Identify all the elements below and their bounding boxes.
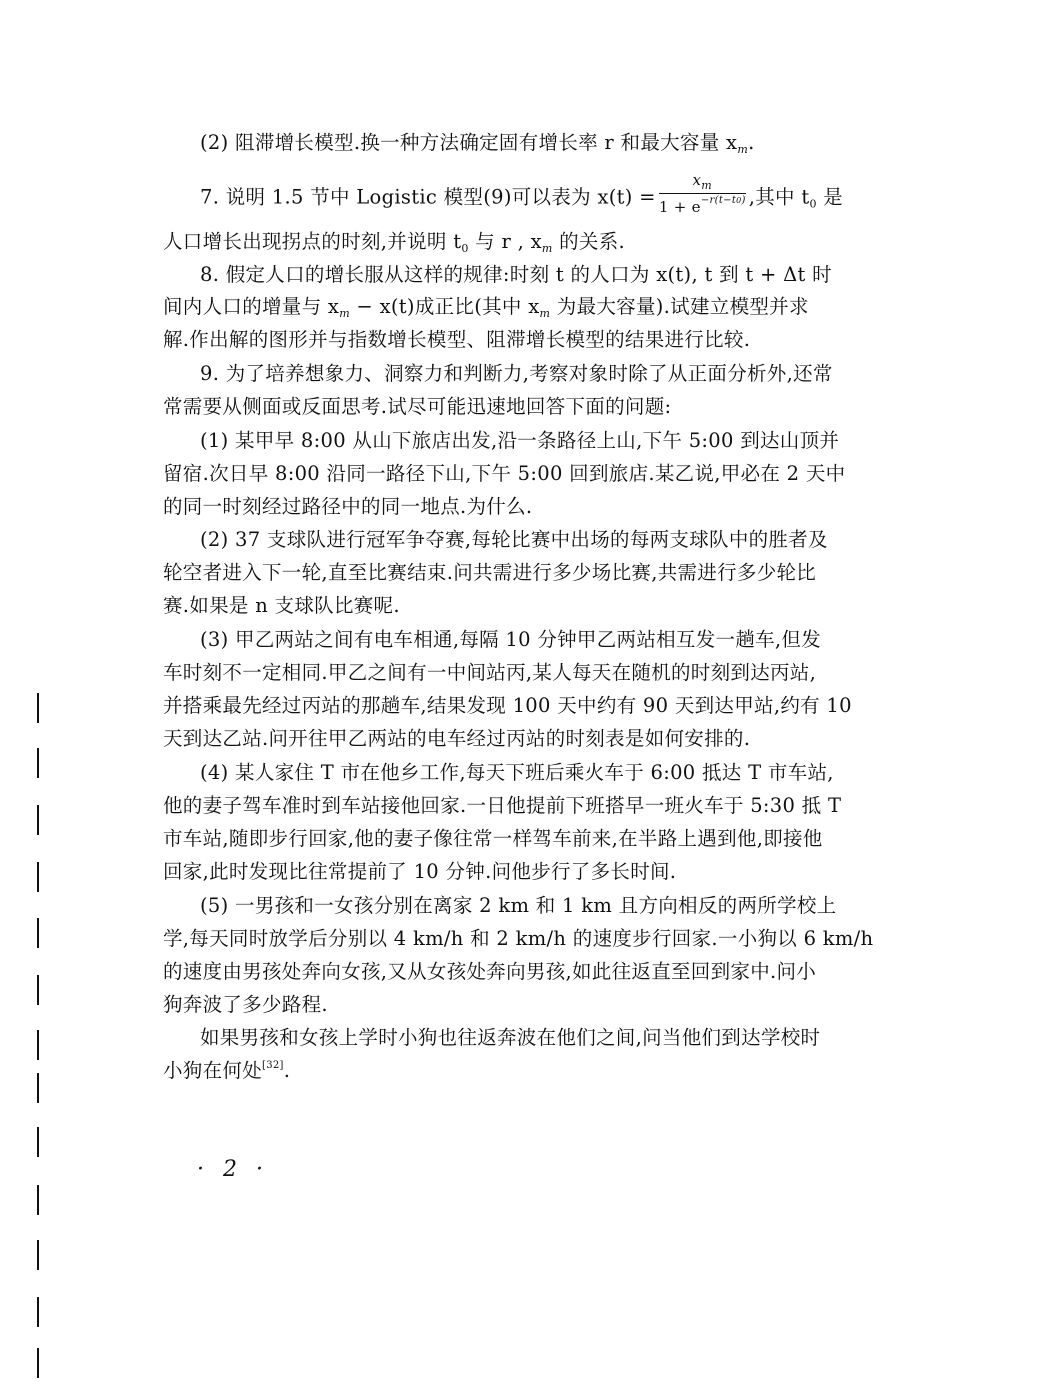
problem-9-part-3-line-4: 天到达乙站.问开往甲乙两站的电车经过丙站的时刻表是如何安排的. [163, 727, 751, 750]
subscript: 0 [736, 196, 742, 206]
text-span: −r(t−t [700, 195, 737, 207]
text-span: 1 + e [658, 198, 701, 217]
problem-7-line-1 [200, 171, 930, 217]
text-span: . [283, 1059, 291, 1082]
subscript: m [541, 242, 553, 255]
binding-mark [37, 748, 39, 778]
text-span: 与 r , x [468, 230, 542, 253]
binding-mark [37, 1073, 39, 1103]
problem-8-line-1 [200, 265, 930, 285]
subscript: m [701, 179, 713, 192]
problem-9-part-5-line-3: 的速度由男孩处奔向女孩,又从女孩处奔向男孩,如此往返直至回到家中.问小 [163, 960, 817, 983]
subscript: m [737, 143, 749, 156]
problem-9-part-1-line-2: 留宿.次日早 8:00 沿同一路径下山,下午 5:00 回到旅店.某乙说,甲必在 2 天中 [163, 462, 846, 485]
subscript: 0 [461, 242, 469, 255]
binding-mark [37, 1030, 39, 1060]
problem-9-part-5-line-2: 学,每天同时放学后分别以 4 km/h 和 2 km/h 的速度步行回家.一小狗以 6 km/h [163, 927, 874, 950]
text-span: 的关系. [552, 230, 626, 253]
problem-7-line-2 [163, 232, 893, 254]
text-span: − x(t)成正比(其中 x [349, 295, 540, 318]
text-span: 为最大容量).试建立模型并求 [550, 295, 809, 318]
problem-9-part-4-line-2: 他的妻子驾车准时到车站接他回家.一日他提前下班搭早一班火车于 5:30 抵 T [163, 794, 842, 817]
binding-mark [37, 918, 39, 948]
problem-9-part-4-line-4: 回家,此时发现比往常提前了 10 分钟.问他步行了多长时间. [163, 860, 677, 883]
fraction-numerator [659, 172, 746, 194]
text-span: x [692, 171, 702, 189]
problem-9-part-5-followup-line-2 [163, 1061, 893, 1081]
subscript: m [339, 307, 350, 320]
text-span: 小狗在何处 [163, 1059, 263, 1082]
binding-mark [37, 693, 39, 723]
binding-mark [37, 805, 39, 835]
problem-9-part-3-line-1: (3) 甲乙两站之间有电车相通,每隔 10 分钟甲乙两站相互发一趟车,但发 [200, 628, 822, 651]
problem-9-line-1: 9. 为了培养想象力、洞察力和判断力,考察对象时除了从正面分析外,还常 [200, 362, 833, 385]
binding-mark [37, 1127, 39, 1157]
problem-9-part-2-line-3: 赛.如果是 n 支球队比赛呢. [163, 594, 400, 617]
problem-9-part-5-line-4: 狗奔波了多少路程. [163, 993, 328, 1016]
binding-mark [37, 862, 39, 892]
subscript: m [539, 307, 551, 320]
page-number: · 2 · [197, 1157, 269, 1182]
text-span: 人口增长出现拐点的时刻,并说明 t [163, 230, 462, 253]
problem-9-line-2: 常需要从侧面或反面思考.试尽可能迅速地回答下面的问题: [163, 395, 672, 418]
binding-mark [37, 1297, 39, 1327]
problem-9-part-4-line-1: (4) 某人家住 T 市在他乡工作,每天下班后乘火车于 6:00 抵达 T 市车站, [200, 761, 834, 784]
citation-ref: [32] [262, 1060, 284, 1071]
problem-9-part-1-line-3: 的同一时刻经过路径中的同一地点.为什么. [163, 495, 533, 518]
subscript: 0 [809, 197, 817, 211]
problem-9-part-4-line-3: 市车站,随即步行回家,他的妻子像往常一样驾车前来,在半路上遇到他,即接他 [163, 827, 823, 850]
text-span: (2) 阻滞增长模型.换一种方法确定固有增长率 r 和最大容量 x [200, 131, 738, 154]
binding-mark [37, 1348, 39, 1378]
problem-9-part-5-followup-line-1: 如果男孩和女孩上学时小狗也往返奔波在他们之间,问当他们到达学校时 [200, 1026, 821, 1049]
problem-9-part-2-line-1: (2) 37 支球队进行冠军争夺赛,每轮比赛中出场的每两支球队中的胜者及 [200, 528, 828, 551]
text-span: ,其中 t [748, 185, 810, 209]
fraction-denominator [659, 194, 746, 216]
text-span: 7. 说明 1.5 节中 Logistic 模型(9)可以表为 x(t) = [200, 185, 656, 209]
problem-8-line-2 [163, 297, 893, 319]
text-span: . [748, 131, 755, 154]
problem-9-part-2-line-2: 轮空者进入下一轮,直至比赛结束.问共需进行多少场比赛,共需进行多少轮比 [163, 561, 817, 584]
problem-9-part-3-line-3: 并搭乘最先经过丙站的那趟车,结果发现 100 天中约有 90 天到达甲站,约有 10 [163, 694, 852, 717]
problem-9-part-3-line-2: 车时刻不一定相同.甲乙之间有一中间站丙,某人每天在随机的时刻到达丙站, [163, 661, 817, 684]
problem-9-part-1-line-1: (1) 某甲早 8:00 从山下旅店出发,沿一条路径上山,下午 5:00 到达山顶并 [200, 429, 840, 452]
logistic-fraction [659, 172, 746, 216]
text-span: 间内人口的增量与 x [163, 295, 340, 318]
problem-9-part-5-line-1: (5) 一男孩和一女孩分别在离家 2 km 和 1 km 且方向相反的两所学校上 [200, 894, 837, 917]
text-span: 8. 假定人口的增长服从这样的规律:时刻 t 的人口为 x(t), t 到 t + Δt 时 [200, 263, 832, 286]
binding-mark [37, 975, 39, 1005]
problem-8-line-3: 解.作出解的图形并与指数增长模型、阻滞增长模型的结果进行比较. [163, 328, 751, 351]
text-span: 是 [816, 185, 844, 209]
binding-mark [37, 1240, 39, 1270]
text-span: ) [741, 195, 746, 207]
binding-mark [37, 1185, 39, 1215]
problem-6-part-2 [200, 133, 930, 155]
exponent [701, 195, 746, 206]
